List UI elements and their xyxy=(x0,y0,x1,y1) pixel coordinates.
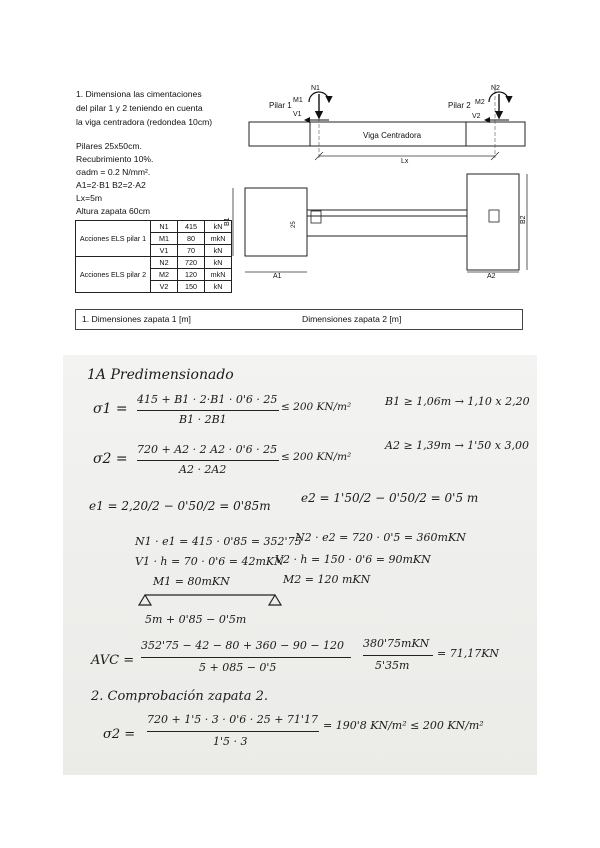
m2-label: M2 xyxy=(475,99,485,106)
avc-mid-fraction-bar xyxy=(363,655,433,656)
eq1-denominator: B1 · 2B1 xyxy=(179,413,227,426)
dim-25-label: 25 xyxy=(291,221,297,228)
table-cell: M1 xyxy=(151,233,178,245)
moment-n2-e2: N2 · e2 = 720 · 0'5 = 360mKN xyxy=(295,531,466,544)
table-cell: 150 xyxy=(178,281,205,293)
title-line-1: 1. Dimensiona las cimentaciones xyxy=(76,89,202,99)
table-cell: N1 xyxy=(151,221,178,233)
lx-label: Lx xyxy=(401,158,409,165)
problem-statement xyxy=(0,0,600,340)
title-line-2: del pilar 1 y 2 teniendo en cuenta xyxy=(76,103,203,113)
viga-label: Viga Centradora xyxy=(363,131,422,140)
column-2-plan xyxy=(489,210,499,222)
eq1-lhs: σ1 = xyxy=(93,401,128,417)
table-cell: 415 xyxy=(178,221,205,233)
m1-label: M1 xyxy=(293,97,303,104)
footing-1-plan xyxy=(245,188,307,256)
eq2-fraction-bar xyxy=(137,460,279,461)
group-pilar-2: Acciones ELS pilar 2 xyxy=(76,257,151,293)
heading-comprobacion: 2. Comprobación zapata 2. xyxy=(91,689,269,704)
table-cell: 70 xyxy=(178,245,205,257)
given-cover: Recubrimiento 10%. xyxy=(76,154,154,164)
eq2-lhs: σ2 = xyxy=(93,451,128,467)
table-cell: kN xyxy=(205,281,232,293)
moment-n1-e1: N1 · e1 = 415 · 0'85 = 352'75 xyxy=(135,535,302,548)
given-lx: Lx=5m xyxy=(76,193,103,203)
avc-result: = 71,17KN xyxy=(437,647,500,660)
e1-calc: e1 = 2,20/2 − 0'50/2 = 0'85m xyxy=(89,499,271,513)
table-cell: mkN xyxy=(205,233,232,245)
eq3-numerator: 720 + 1'5 · 3 · 0'6 · 25 + 71'17 xyxy=(147,713,318,726)
heading-predimensionado: 1A Predimensionado xyxy=(87,367,234,383)
group-pilar-1: Acciones ELS pilar 1 xyxy=(76,221,151,257)
eq3-denominator: 1'5 · 3 xyxy=(213,735,248,748)
result-box xyxy=(75,309,523,330)
moment-v1-h: V1 · h = 70 · 0'6 = 42mKN xyxy=(135,555,284,568)
n2-label: N2 xyxy=(491,85,500,92)
eq2-numerator: 720 + A2 · 2 A2 · 0'6 · 25 xyxy=(137,443,278,456)
span-length: 5m + 0'85 − 0'5m xyxy=(145,613,247,626)
eq3-result: = 190'8 KN/m² ≤ 200 KN/m² xyxy=(323,719,484,732)
table-cell: kN xyxy=(205,245,232,257)
avc-mid-numerator: 380'75mKN xyxy=(363,637,430,650)
given-relations: A1=2·B1 B2=2·A2 xyxy=(76,180,146,190)
given-columns: Pilares 25x50cm. xyxy=(76,141,142,151)
avc-fraction-bar xyxy=(141,657,351,658)
handwritten-solution-photo xyxy=(63,355,537,775)
column-1-plan xyxy=(311,211,321,223)
given-height: Altura zapata 60cm xyxy=(76,206,151,216)
table-cell: M2 xyxy=(151,269,178,281)
eq1-limit: ≤ 200 KN/m² xyxy=(281,401,352,413)
avc-lhs: AVC = xyxy=(91,653,135,668)
b2-label: B2 xyxy=(520,215,527,224)
avc-numerator: 352'75 − 42 − 80 + 360 − 90 − 120 xyxy=(141,639,345,652)
a1-label: A1 xyxy=(273,273,282,280)
eq2-result: A2 ≥ 1,39m → 1'50 x 3,00 xyxy=(385,439,529,452)
actions-table xyxy=(75,220,232,293)
avc-denominator: 5 + 085 − 0'5 xyxy=(199,661,277,674)
eq1-numerator: 415 + B1 · 2·B1 · 0'6 · 25 xyxy=(137,393,278,406)
eq2-denominator: A2 · 2A2 xyxy=(179,463,227,476)
n1-label: N1 xyxy=(311,85,320,92)
structural-diagram xyxy=(225,78,535,283)
eq3-lhs: σ2 = xyxy=(103,727,136,742)
table-cell: 120 xyxy=(178,269,205,281)
v1-label: V1 xyxy=(293,111,302,118)
table-cell: kN xyxy=(205,257,232,269)
sketch-support-left xyxy=(139,595,151,605)
sketch-support-right xyxy=(269,595,281,605)
pilar-2-label: Pilar 2 xyxy=(448,101,471,110)
table-row xyxy=(76,257,232,269)
eq1-fraction-bar xyxy=(137,410,279,411)
table-cell: kN xyxy=(205,221,232,233)
b1-label: B1 xyxy=(224,217,231,226)
avc-mid-denominator: 5'35m xyxy=(375,659,410,672)
result-label-zapata-2: Dimensiones zapata 2 [m] xyxy=(302,314,402,324)
table-cell: mkN xyxy=(205,269,232,281)
table-cell: 80 xyxy=(178,233,205,245)
title-line-3: la viga centradora (redondea 10cm) xyxy=(76,117,213,127)
beam-plan-top xyxy=(307,210,467,216)
eq3-fraction-bar xyxy=(147,731,319,732)
table-row xyxy=(76,221,232,233)
table-cell: V1 xyxy=(151,245,178,257)
e2-calc: e2 = 1'50/2 − 0'50/2 = 0'5 m xyxy=(301,491,479,505)
result-label-zapata-1: 1. Dimensiones zapata 1 [m] xyxy=(82,314,191,324)
moment-m2: M2 = 120 mKN xyxy=(283,573,371,586)
given-sigma: σadm = 0.2 N/mm². xyxy=(76,167,151,177)
moment-m1: M1 = 80mKN xyxy=(153,575,230,588)
table-cell: 720 xyxy=(178,257,205,269)
table-cell: N2 xyxy=(151,257,178,269)
a2-label: A2 xyxy=(487,273,496,280)
table-cell: V2 xyxy=(151,281,178,293)
pilar-1-label: Pilar 1 xyxy=(269,101,292,110)
v2-label: V2 xyxy=(472,113,481,120)
eq1-result: B1 ≥ 1,06m → 1,10 x 2,20 xyxy=(385,395,530,408)
moment-v2-h: V2 · h = 150 · 0'6 = 90mKN xyxy=(275,553,431,566)
eq2-limit: ≤ 200 KN/m² xyxy=(281,451,352,463)
